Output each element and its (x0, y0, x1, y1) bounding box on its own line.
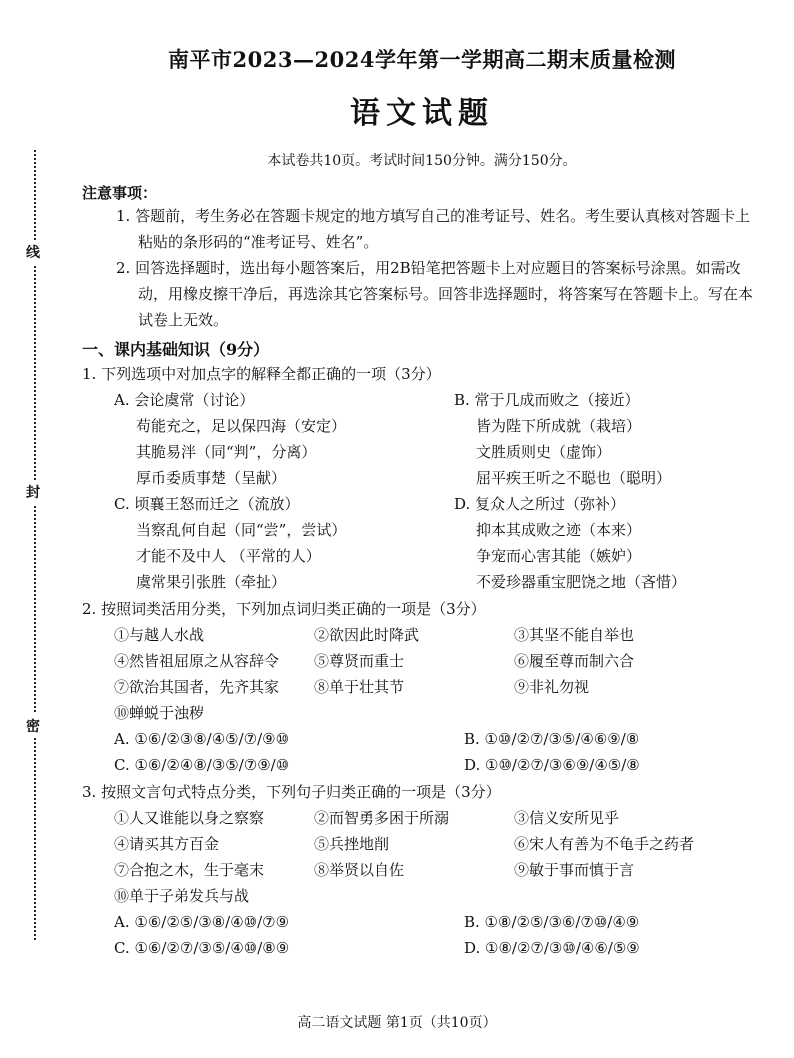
binding-mark-top: 线 (26, 240, 40, 264)
subject-title: 语文试题 (350, 96, 494, 131)
page-footer: 高二语文试题 第1页（共10页） (297, 1015, 497, 1031)
option-line: 厚币委质事楚（呈献） (136, 469, 287, 487)
list-item: ①人又谁能以身之察察 (114, 809, 265, 827)
question-3-answers (114, 909, 762, 961)
answer-option-c: C. ①⑥/②⑦/③⑤/④⑩/⑧⑨ (114, 939, 290, 957)
list-item: ⑦欲治其国者，先齐其家 (114, 678, 280, 696)
answer-option-a: A. ①⑥/②⑤/③⑧/④⑩/⑦⑨ (114, 913, 290, 931)
option-d (454, 491, 794, 595)
option-line: B. 常于几成而败之（接近） (454, 391, 640, 409)
option-line: 才能不及中人 （平常的人） (136, 547, 321, 565)
list-item: ⑤尊贤而重士 (314, 652, 405, 670)
section-title: 一、课内基础知识（9分） (82, 340, 270, 359)
question-2-answers (114, 726, 762, 778)
option-line: 苟能充之，足以保四海（安定） (136, 417, 347, 435)
answer-option-a: A. ①⑥/②③⑧/④⑤/⑦/⑨⑩ (114, 730, 290, 748)
list-item: ⑥宋人有善为不龟手之药者 (514, 835, 695, 853)
list-item: ③其坚不能自举也 (514, 626, 635, 644)
option-line: 当察乱何自起（同“尝”，尝试） (136, 521, 347, 539)
option-line: 文胜质则史（虚饰） (476, 443, 612, 461)
option-b (454, 387, 794, 491)
option-line: C. 顷襄王怒而迁之（流放） (114, 495, 300, 513)
question-1-stem: 1. 下列选项中对加点字的解释全都正确的一项（3分） (82, 365, 441, 383)
list-item: ⑩单于子弟发兵与战 (114, 887, 250, 905)
option-line: 屈平疾王听之不聪也（聪明） (476, 469, 672, 487)
list-item: ⑦合抱之木，生于毫末 (114, 861, 265, 879)
binding-mark-bottom: 密 (26, 714, 40, 738)
question-1-options (114, 387, 762, 595)
exam-info: 本试卷共10页。考试时间150分钟。满分150分。 (267, 153, 577, 169)
list-item: ③信义安所见乎 (514, 809, 620, 827)
list-item: ⑨敏于事而慎于言 (514, 861, 635, 879)
option-line: 虞常果引张胜（牵扯） (136, 573, 287, 591)
list-item: ①与越人水战 (114, 626, 205, 644)
question-3-stem: 3. 按照文言句式特点分类，下列句子归类正确的一项是（3分） (82, 783, 501, 801)
question-2-items (114, 622, 762, 726)
option-line: D. 复众人之所过（弥补） (454, 495, 626, 513)
option-line: 其脆易泮（同“判”，分离） (136, 443, 317, 461)
list-item: ⑧单于壮其节 (314, 678, 405, 696)
list-item: ⑩蝉蜕于浊秽 (114, 704, 205, 722)
question-3-items (114, 805, 762, 909)
binding-line (34, 150, 36, 940)
option-line: 抑本其成败之迹（本来） (476, 521, 642, 539)
list-item: ④请买其方百金 (114, 835, 220, 853)
answer-option-b: B. ①⑩/②⑦/③⑤/④⑥⑨/⑧ (464, 730, 640, 748)
option-line: 不爱珍器重宝肥饶之地（吝惜） (476, 573, 687, 591)
list-item: ⑤兵挫地削 (314, 835, 390, 853)
option-c (114, 491, 454, 595)
answer-option-c: C. ①⑥/②④⑧/③⑤/⑦⑨/⑩ (114, 756, 290, 774)
list-item: ⑧举贤以自佐 (314, 861, 405, 879)
list-item: ④然皆祖屈原之从容辞令 (114, 652, 280, 670)
question-2-stem: 2. 按照词类活用分类，下列加点词归类正确的一项是（3分） (82, 600, 486, 618)
list-item: ⑨非礼勿视 (514, 678, 590, 696)
notice-item: 1. 答题前，考生务必在答题卡规定的地方填写自己的准考证号、姓名。考生要认真核对答题卡上粘贴的条形码的“准考证号、姓名”。 (116, 207, 751, 251)
exam-title: 南平市2023—2024学年第一学期高二期末质量检测 (168, 47, 676, 72)
list-item: ⑥履至尊而制六合 (514, 652, 635, 670)
exam-page (82, 44, 762, 961)
answer-option-d: D. ①⑧/②⑦/③⑩/④⑥/⑤⑨ (464, 939, 640, 957)
answer-option-b: B. ①⑧/②⑤/③⑥/⑦⑩/④⑨ (464, 913, 640, 931)
binding-mark-middle: 封 (26, 480, 40, 504)
option-line: 争宠而心害其能（嫉妒） (476, 547, 642, 565)
notice-heading: 注意事项： (82, 184, 158, 202)
option-line: A. 会论虞常（讨论） (114, 391, 255, 409)
notice-item: 2. 回答选择题时，选出每小题答案后，用2B铅笔把答题卡上对应题目的答案标号涂黑。如需改动，用橡皮擦干净后，再选涂其它答案标号。回答非选择题时，将答案写在答题卡上。写在本试卷上无效。 (116, 259, 754, 329)
option-line: 皆为陛下所成就（栽培） (476, 417, 642, 435)
list-item: ②欲因此时降武 (314, 626, 420, 644)
list-item: ②而智勇多困于所溺 (314, 809, 450, 827)
answer-option-d: D. ①⑩/②⑦/③⑥⑨/④⑤/⑧ (464, 756, 640, 774)
option-a (114, 387, 454, 491)
